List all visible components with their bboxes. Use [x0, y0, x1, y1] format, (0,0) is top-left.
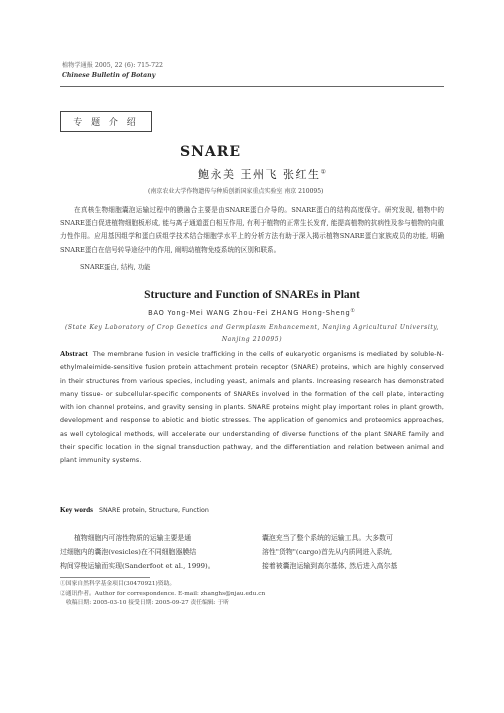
journal-issue-line: 植物学通报 2005, 22 (6): 715-722 — [62, 62, 163, 69]
authors-en-names: BAO Yong-Mei WANG Zhou-Fei ZHANG Hong-Sheng — [148, 309, 351, 318]
body-column-left — [60, 531, 246, 574]
abstract-cn: 在真核生物细胞囊泡运输过程中的膜融合主要是由SNARE蛋白介导的。SNARE蛋白的结构高度保守。研究发现, 植物中的SNARE蛋白促进植物细胞板形成, 能与离子通道蛋白相互作用, 有利于植物的正常生长发育, 能提高植物的抗病性及参与植物的向重力性作用。应用基因组学和蛋白质组学技术结合细胞学水平上的分析方法有助于深入揭示植物SNARE蛋白家族成员的功能, 明确SNARE蛋白在信号转导途径中的作用, 阐明动植物免疫系统的区别和联系。 — [60, 206, 444, 254]
abstract-en — [60, 348, 444, 468]
footnote-rule — [60, 577, 150, 578]
footnotes — [60, 580, 444, 609]
journal-name-en: Chinese Bulletin of Botany — [62, 72, 156, 79]
keywords-en-text: SNARE protein, Structure, Function — [98, 507, 209, 514]
footnote-funding: ①国家自然科学基金项目(30470921)资助。 — [60, 581, 176, 587]
header-rule — [60, 86, 444, 87]
footnote-dates: 收稿日期: 2005-03-10 接受日期: 2005-09-27 责任编辑: 于昕 — [66, 600, 230, 606]
abstract-en-text: The membrane fusion in vesicle trafficking in the cells of eukaryotic organisms is mediated by soluble-N-ethylmaleimide-sensitive fusion protein attachment protein receptor (SNARE) proteins, which are highly conserved in their structures from various species, including yeast, animals and plants. Increasing research has demonstrated many tissue- or subcellular-specific components of SNAREs involved in the formation of the cell plate, interacting with ion channel proteins, and gravity sensing in plants. SNARE proteins might play important roles in plant growth, development and response to abiotic and biotic stresses. The application of genomics and proteomics approaches, as well cytological methods, will accelerate our understanding of diverse functions of the plant SNARE family and their specific location in the signal transduction pathway, and the differentiation and relation between animal and plant immunity systems. — [60, 351, 444, 465]
body-right-line-2: 溶性"货物"(cargo)首先从内质网进入系统, — [262, 548, 393, 557]
body-left-line-3: 构间穿梭运输而实现(Sanderfoot et al., 1999)。 — [60, 562, 215, 571]
affiliation-en — [40, 322, 464, 346]
footnote-correspondence: ②通讯作者。Author for correspondence. E-mail: zhanghs@njau.edu.cn — [60, 590, 266, 597]
keywords-cn: SNARE蛋白, 结构, 功能 — [80, 263, 151, 271]
affiliation-en-line-2: Nanjing 210095) — [221, 336, 283, 343]
abstract-en-label: Abstract — [60, 350, 88, 358]
affiliation-cn: (南京农业大学作物遗传与种质创新国家重点实验室 南京 210095) — [148, 188, 324, 195]
authors-cn — [198, 166, 327, 182]
keywords-en-label: Key words — [60, 506, 93, 514]
authors-cn-names: 鲍永美 王州飞 张红生 — [198, 168, 321, 181]
affiliation-en-line-1: (State Key Laboratory of Crop Genetics and Germplasm Enhancement, Nanjing Agricultural University, — [64, 324, 440, 331]
authors-en-footnote-mark: ① — [350, 308, 356, 314]
keywords-en — [60, 506, 209, 514]
authors-cn-footnote-mark: ① — [320, 168, 328, 176]
title-en: Structure and Function of SNAREs in Plant — [144, 289, 360, 301]
body-left-line-2: 过细胞内的囊泡(vesicles)在不同细胞器膜结 — [60, 548, 197, 557]
body-column-right — [262, 531, 446, 574]
body-right-line-3: 接着被囊泡运输到高尔基体, 然后进入高尔基 — [262, 562, 398, 571]
body-right-line-1: 囊泡充当了整个系统的运输工具。大多数可 — [262, 534, 393, 542]
authors-en — [0, 308, 504, 317]
title-cn: SNARE — [180, 144, 242, 160]
body-left-line-1: 植物细胞内可溶性物质的运输主要是通 — [74, 534, 192, 542]
section-label-box: 专 题 介 绍 — [60, 111, 152, 132]
